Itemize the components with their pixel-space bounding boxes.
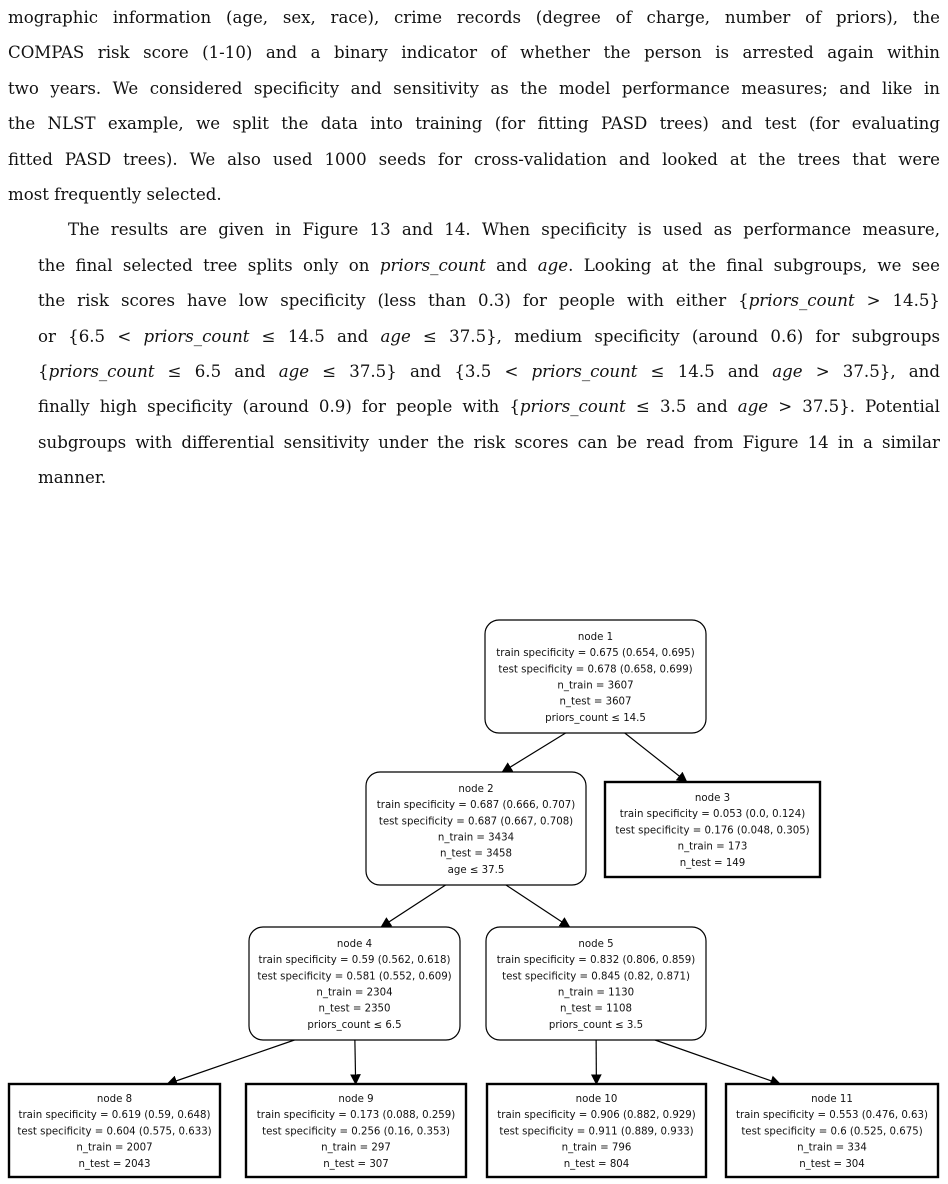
node-text-line: priors_count ≤ 14.5 — [545, 712, 646, 724]
node-text-line: n_test = 307 — [323, 1158, 389, 1170]
tree-node-node2 — [366, 772, 586, 885]
node-text-line: test specificity = 0.845 (0.82, 0.871) — [502, 971, 690, 983]
node-text-line: train specificity = 0.675 (0.654, 0.695) — [496, 648, 695, 660]
node-text-line: n_train = 173 — [677, 841, 748, 853]
node-text-line: test specificity = 0.176 (0.048, 0.305) — [615, 825, 810, 837]
tree-node-node4 — [249, 927, 460, 1040]
node-text-line: train specificity = 0.906 (0.882, 0.929) — [497, 1110, 696, 1122]
text-line: fitted PASD trees). We also used 1000 seeds for cross-validation and looked at the trees that were — [8, 149, 940, 169]
node-text-line: age ≤ 37.5 — [447, 864, 505, 876]
node-text-line: test specificity = 0.6 (0.525, 0.675) — [741, 1126, 923, 1138]
tree-node-node11 — [726, 1084, 938, 1177]
text-line: subgroups with differential sensitivity under the risk scores can be read from Figure 14 in a similar — [38, 432, 940, 452]
tree-nodes — [9, 620, 938, 1177]
node-text-line: node 5 — [578, 938, 614, 950]
node-text-line: test specificity = 0.256 (0.16, 0.353) — [262, 1126, 450, 1138]
node-text-line: node 4 — [336, 938, 373, 950]
node-text-line: node 3 — [694, 793, 731, 804]
tree-edge-node4-node9 — [355, 1040, 356, 1084]
node-text-line: train specificity = 0.832 (0.806, 0.859) — [496, 955, 696, 967]
node-text-line: train specificity = 0.687 (0.666, 0.707) — [376, 800, 576, 812]
node-text-line: node 10 — [575, 1094, 618, 1105]
node-text-line: priors_count ≤ 3.5 — [548, 1019, 644, 1031]
text-line: finally high specificity (around 0.9) for people with {priors_count ≤ 3.5 and age > 37.5}. Potential — [38, 397, 940, 417]
node-text-line: n_train = 3607 — [557, 680, 634, 692]
tree-edge-node5-node11 — [655, 1040, 780, 1084]
text-line: the risk scores have low specificity (less than 0.3) for people with either {priors_count > 14.5} — [38, 291, 940, 311]
node-text-line: test specificity = 0.678 (0.658, 0.699) — [498, 664, 693, 676]
tree-edge-node2-node4 — [381, 885, 445, 927]
text-line: COMPAS risk score (1-10) and a binary indicator of whether the person is arrested again within — [8, 43, 940, 63]
node-text-line: node 11 — [811, 1094, 853, 1105]
node-text-line: test specificity = 0.911 (0.889, 0.933) — [499, 1126, 694, 1138]
node-text-line: n_test = 804 — [563, 1158, 630, 1170]
text-line: the NLST example, we split the data into training (for fitting PASD trees) and test (for evaluating — [8, 114, 940, 134]
node-text-line: n_train = 1130 — [557, 987, 635, 999]
node-text-line: train specificity = 0.619 (0.59, 0.648) — [18, 1110, 211, 1122]
node-text-line: n_test = 3607 — [559, 696, 632, 708]
node-text-line: n_test = 149 — [679, 857, 746, 869]
node-text-line: priors_count ≤ 6.5 — [307, 1019, 402, 1031]
tree-edge-node2-node5 — [506, 885, 570, 927]
tree-node-node3 — [605, 782, 820, 877]
node-text-line: train specificity = 0.59 (0.562, 0.618) — [258, 955, 451, 967]
text-line: manner. — [38, 468, 107, 488]
text-line: The results are given in Figure 13 and 14. When specificity is used as performance measure, — [68, 220, 940, 240]
tree-node-node8 — [9, 1084, 220, 1177]
node-text-line: n_test = 3458 — [439, 848, 513, 860]
tree-edge-node1-node3 — [625, 733, 687, 782]
node-text-line: n_test = 2043 — [78, 1158, 151, 1170]
text-line: or {6.5 < priors_count ≤ 14.5 and age ≤ 37.5}, medium specificity (around 0.6) for subgroups — [38, 326, 940, 346]
node-text-line: n_test = 304 — [799, 1158, 865, 1170]
text-line: most frequently selected. — [8, 185, 222, 205]
node-text-line: n_train = 334 — [797, 1142, 867, 1154]
node-text-line: node 8 — [96, 1094, 133, 1105]
tree-node-node9 — [246, 1084, 466, 1177]
node-text-line: train specificity = 0.553 (0.476, 0.63) — [736, 1110, 928, 1122]
node-text-line: test specificity = 0.687 (0.667, 0.708) — [378, 816, 574, 828]
node-text-line: n_train = 2304 — [316, 987, 393, 999]
tree-edge-node4-node8 — [167, 1040, 294, 1084]
text-line: {priors_count ≤ 6.5 and age ≤ 37.5} and {3.5 < priors_count ≤ 14.5 and age > 37.5}, and — [38, 362, 940, 382]
tree-node-node5 — [486, 927, 706, 1040]
node-text-line: train specificity = 0.173 (0.088, 0.259) — [256, 1110, 456, 1122]
node-text-line: n_train = 3434 — [437, 832, 515, 844]
node-text-line: n_train = 2007 — [76, 1142, 153, 1154]
node-text-line: n_test = 1108 — [559, 1003, 633, 1015]
tree-node-node1 — [485, 620, 706, 733]
node-text-line: node 2 — [458, 783, 494, 795]
node-text-line: n_train = 796 — [561, 1142, 632, 1154]
node-text-line: test specificity = 0.581 (0.552, 0.609) — [257, 971, 452, 983]
tree-node-node10 — [487, 1084, 706, 1177]
node-text-line: test specificity = 0.604 (0.575, 0.633) — [17, 1126, 212, 1138]
node-text-line: node 1 — [577, 631, 614, 643]
node-text-line: n_train = 297 — [321, 1142, 391, 1154]
node-text-line: n_test = 2350 — [318, 1003, 391, 1015]
node-text-line: node 9 — [338, 1094, 374, 1105]
text-line: mographic information (age, sex, race), crime records (degree of charge, number of priors), the — [8, 8, 940, 27]
text-line: the final selected tree splits only on priors_count and age. Looking at the final subgroups, we see — [38, 255, 940, 275]
node-text-line: train specificity = 0.053 (0.0, 0.124) — [619, 809, 806, 821]
text-line: two years. We considered specificity and sensitivity as the model performance measures; and like in — [8, 78, 940, 98]
tree-edge-node1-node2 — [502, 733, 565, 772]
